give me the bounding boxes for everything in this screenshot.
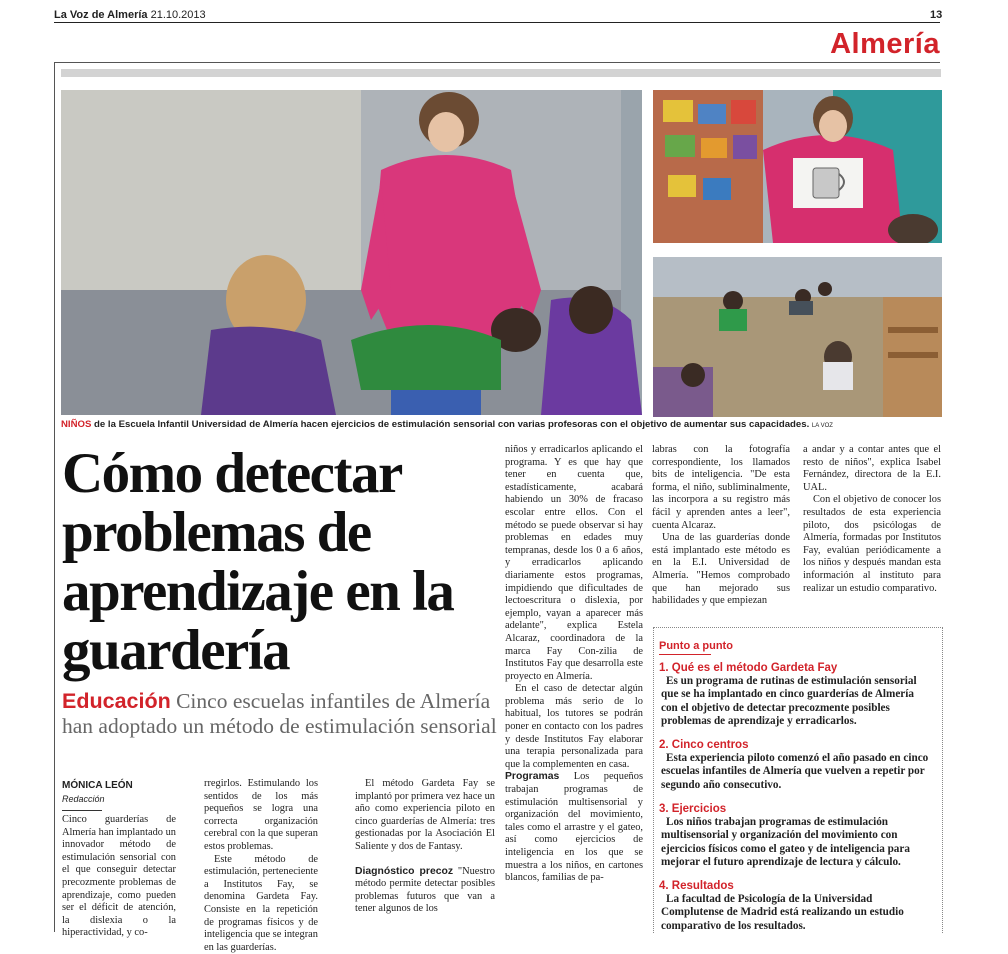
paragraph: a andar y a contar antes que el resto de niños", explica Isabel Fernández, directora de la E.I. UAL. [803, 444, 941, 493]
sidebar-item-heading: 2. Cinco centros [659, 739, 749, 751]
paragraph: Una de las guarderías donde está implantado este método es en la E.I. Universidad de Almería. "Hemos comprobado que han mejorado sus habilidades y que empiezan [652, 532, 790, 607]
newspaper-name: La Voz de Almería [54, 9, 148, 21]
sidebar-item-text: Es un programa de rutinas de estimulación sensorial que se ha implantado en cinco guarderías de Almería con el objetivo de detectar precozmente posibles problemas de aprendizaje y erradicarlos. [661, 675, 917, 727]
page-number: 13 [930, 9, 943, 21]
photo-credit: LA VOZ [811, 423, 833, 429]
crawling-kids-photo [653, 257, 942, 417]
main-photo [61, 90, 642, 415]
paragraph: En el caso de detectar algún problema más serio de lo habitual, los tutores se podrán poner en contacto con los padres y desde Institutos Fay elaborar una terapia personalizada para que la complementen en casa. [505, 683, 643, 770]
sidebar-item-heading: 3. Ejercicios [659, 803, 727, 815]
photo-caption [61, 419, 941, 430]
subheading: Programas [505, 771, 560, 783]
paragraph-text: Los pequeños trabajan programas de estimulación multisensorial y organización del movimiento, tales como el arrastre y el gateo, así como ejercicios de inteligencia en los que se muestra a los niños, en cartones blancos, familias de pa- [505, 771, 643, 884]
body-column-3 [355, 778, 495, 916]
top-gray-bar [61, 69, 941, 77]
article-frame-top [54, 62, 940, 63]
paragraph: labras con la fotografía correspondiente, los llamados bits de inteligencia. "De esta forma, el niño, subliminalmente, las incorpora a su registro más fácil y aprenden antes a leer", cuenta Alcaraz. [652, 444, 790, 531]
body-column-4 [505, 444, 643, 885]
issue-date: 21.10.2013 [150, 9, 206, 21]
body-column-2 [204, 778, 318, 954]
sidebar-item-heading: 4. Resultados [659, 880, 734, 892]
caption-text: de la Escuela Infantil Universidad de Almería hacen ejercicios de estimulación sensorial con varias profesoras con el objetivo de aumentar sus capacidades. [91, 419, 810, 430]
paragraph: rregirlos. Estimulando los sentidos de los más pequeños se logra una correcta organización cerebral con la que superan estos problemas. [204, 778, 318, 852]
paragraph: Cinco guarderías de Almería han implantado un innovador método de estimulación sensorial con el que conseguir detectar precozmente problemas de aprendizaje, como pueden ser el déficit de atención, la dislexia o la hiperactividad, y co- [62, 814, 176, 939]
subhead-text: Cinco escuelas infantiles de Almería han adoptado un método de estimulación sensorial [62, 689, 497, 738]
subheading: Diagnóstico precoz [355, 865, 454, 877]
header-divider [54, 22, 940, 23]
paragraph [505, 771, 643, 884]
body-column-6 [803, 444, 941, 595]
byline-divider [62, 810, 102, 811]
byline-role: Redacción [62, 794, 105, 804]
body-column-5 [652, 444, 790, 608]
paragraph-text: "Nuestro método permite detectar posibles problemas futuros que van a tener algunos de los [355, 865, 495, 915]
paragraph: El método Gardeta Fay se implantó por primera vez hace un año como experiencia piloto en cinco guarderías de Almería: tres gestionadas por la Asociación El Saliente y dos de Fantasy. [355, 778, 495, 852]
sidebar-item-text: Esta experiencia piloto comenzó el año pasado en cinco escuelas infantiles de Almería que vuelven a repetir por segundo año consecutivo. [661, 752, 929, 791]
subheadline [62, 689, 502, 739]
sidebar-title-underline [659, 654, 711, 655]
sidebar-item-heading: 1. Qué es el método Gardeta Fay [659, 662, 838, 674]
sidebar-title: Punto a punto [659, 640, 733, 652]
sidebar-item-text: La facultad de Psicología de la Universidad Complutense de Madrid está realizando un estudio comparativo de los resultados. [661, 893, 904, 932]
paragraph: niños y erradicarlos aplicando el programa. Y es que hay que tener en cuenta que, estadísticamente, acabará habiendo un 30% de fracaso escolar entre ellos. Con el método se puede observar si hay problemas en edades muy tempranas, desde los 0 a 6 años, y erradicarlos aplicando diariamente estos programas, impidiendo que dificultades de lectoescritura o dislexia, por ejemplo, vayan a aparecer más adelante", explica Estela Alcaraz, coordinadora de la marca Fay Con-zilia de Institutos Fay que desarrolla este proyecto en Almería. [505, 444, 643, 682]
subhead-tag: Educación [62, 689, 171, 713]
section-title: Almería [830, 28, 940, 60]
article-frame-left [54, 62, 55, 932]
paragraph: Este método de estimulación, perteneciente a Institutos Fay, se denomina Gardeta Fay. Consiste en la repetición de programas físicos y de inteligencia que se integran en las guarderías. [204, 853, 318, 953]
body-column-1 [62, 814, 176, 940]
teacher-flashcard-photo [653, 90, 942, 243]
paragraph [355, 866, 495, 916]
byline-name: MÓNICA LEÓN [62, 780, 133, 791]
paragraph: Con el objetivo de conocer los resultados de esta experiencia piloto, dos psicólogas de Almería, formadas por Institutos Fay, evalúan periódicamente a los niños y después mandan esta información al instituto para realizar un estudio comparativo. [803, 494, 941, 594]
masthead [54, 9, 206, 21]
sidebar-item-text: Los niños trabajan programas de estimulación multisensorial y organización del movimiento con ejercicios físicos como el gateo y de inteligencia para mejorar el futuro aprendizaje de lectura y cálculo. [661, 816, 910, 868]
headline: Cómo detectar problemas de aprendizaje en la guardería [62, 442, 454, 682]
caption-lead: NIÑOS [61, 419, 92, 430]
